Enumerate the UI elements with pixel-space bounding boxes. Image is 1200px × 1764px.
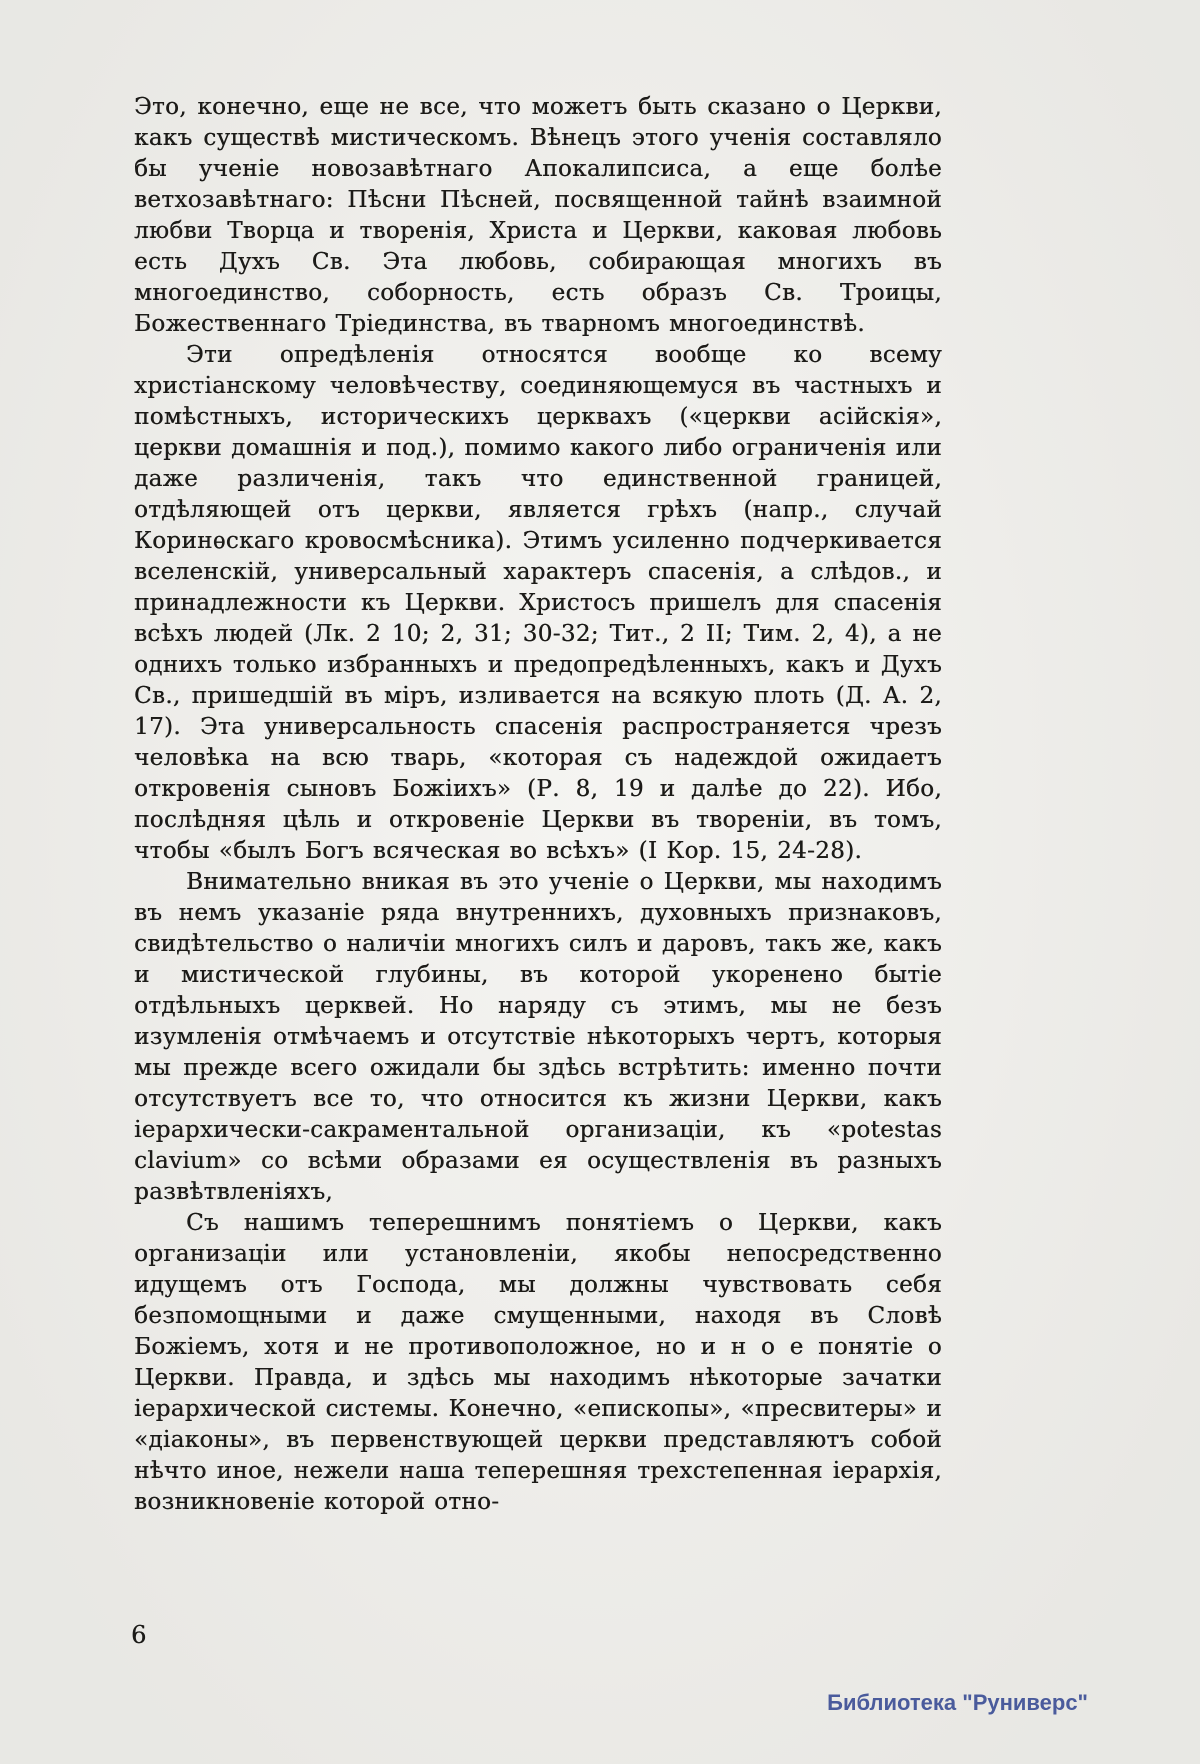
- page-text-block: [134, 92, 942, 1518]
- page-number: 6: [131, 1621, 147, 1649]
- paragraph-observation: Внимательно вникая въ это ученіе о Церкви, мы находимъ въ немъ указаніе ряда внутреннихъ, духовныхъ признаковъ, свидѣтельство о наличіи многихъ силъ и даровъ, такъ же, какъ и мистической глубины, въ которой укоренено бытіе отдѣльныхъ церквей. Но наряду съ этимъ, мы не безъ изумленія отмѣчаемъ и отсутствіе нѣкоторыхъ чертъ, которыя мы прежде всего ожидали бы здѣсь встрѣтить: именно почти отсутствуетъ все то, что относится къ жизни Церкви, какъ іерархически-сакраментальной организаціи, къ «potestas clavium» со всѣми образами ея осуществленія въ разныхъ развѣтвленіяхъ,: [134, 869, 942, 1205]
- paragraph-hierarchy: Съ нашимъ теперешнимъ понятіемъ о Церкви, какъ организаціи или установленіи, якобы непосредственно идущемъ отъ Господа, мы должны чувствовать себя безпомощными и даже смущенными, находя въ Словѣ Божіемъ, хотя и не противоположное, но и н о е понятіе о Церкви. Правда, и здѣсь мы находимъ нѣкоторые зачатки іерархической системы. Конечно, «епископы», «пресвитеры» и «діаконы», въ первенствующей церкви представляютъ собой нѣчто иное, нежели наша теперешняя трехстепенная іерархія, возникновеніе которой отно-: [134, 1210, 942, 1515]
- library-watermark: Библиотека "Руниверс": [827, 1690, 1088, 1715]
- paragraph-continuation: Это, конечно, еще не все, что можетъ быть сказано о Церкви, какъ существѣ мистическомъ. Вѣнецъ этого ученія составляло бы ученіе новозавѣтнаго Апокалипсиса, а еще болѣе ветхозавѣтнаго: Пѣсни Пѣсней, посвященной тайнѣ взаимной любви Творца и творенія, Христа и Церкви, каковая любовь есть Духъ Св. Эта любовь, собирающая многихъ въ многоединство, соборность, есть образъ Св. Троицы, Божественнаго Тріединства, въ тварномъ многоединствѣ.: [134, 94, 942, 337]
- paragraph-definitions: Эти опредѣленія относятся вообще ко всему христіанскому человѣчеству, соединяющемуся въ частныхъ и помѣстныхъ, историческихъ церквахъ («церкви асійскія», церкви домашнія и под.), помимо какого либо ограниченія или даже различенія, такъ что единственной границей, отдѣляющей отъ церкви, является грѣхъ (напр., случай Коринѳскаго кровосмѣсника). Этимъ усиленно подчеркивается вселенскій, универсальный характеръ спасенія, а слѣдов., и принадлежности къ Церкви. Христосъ пришелъ для спасенія всѣхъ людей (Лк. 2 10; 2, 31; 30-32; Тит., 2 II; Тим. 2, 4), а не однихъ только избранныхъ и предопредѣленныхъ, какъ и Духъ Св., пришедшій въ міръ, изливается на всякую плоть (Д. А. 2, 17). Эта универсальность спасенія распространяется чрезъ человѣка на всю тварь, «которая съ надеждой ожидаетъ откровенія сыновъ Божіихъ» (Р. 8, 19 и далѣе до 22). Ибо, послѣдняя цѣль и откровеніе Церкви въ твореніи, въ томъ, чтобы «былъ Богъ всяческая во всѣхъ» (I Кор. 15, 24-28).: [134, 342, 942, 864]
